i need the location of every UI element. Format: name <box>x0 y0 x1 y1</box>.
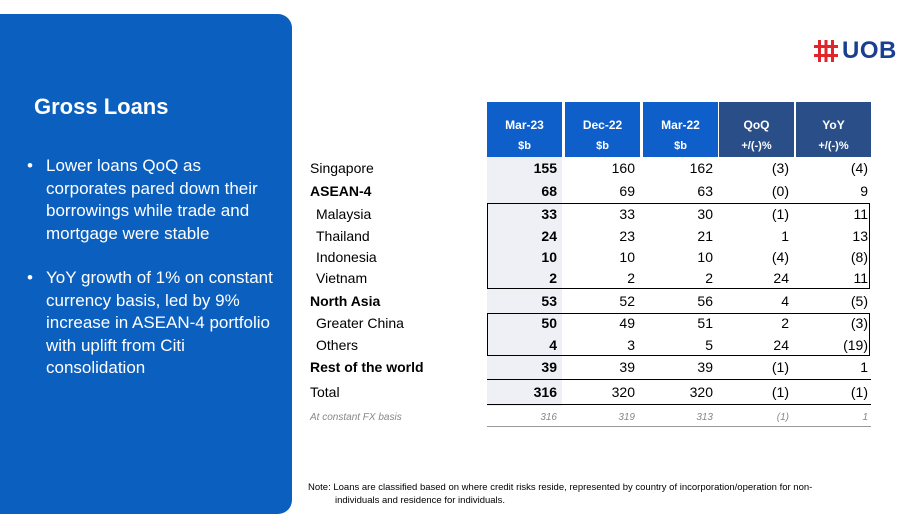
cell-mar-22: 10 <box>697 249 713 265</box>
bullet-text: YoY growth of 1% on constant currency basis, led by 9% increase in ASEAN-4 portfolio with uplift from Citi consolidation <box>46 268 273 377</box>
bullet-dot-icon: • <box>27 268 33 287</box>
table-row-asean-4 <box>310 181 871 201</box>
cell-yoy: (4) <box>850 160 868 176</box>
column-header-unit: +/(-)% <box>741 140 772 152</box>
footnote <box>308 482 888 507</box>
cell-qoq: 1 <box>781 228 789 244</box>
cell-mar-23: 33 <box>541 206 557 222</box>
cell-yoy: 11 <box>853 206 868 222</box>
cell-yoy: 13 <box>852 228 868 244</box>
column-header-mar-23 <box>487 102 562 157</box>
row-label: Singapore <box>310 160 374 176</box>
footnote-line: individuals and residence for individuals. <box>335 494 506 506</box>
cell-qoq: (1) <box>771 359 789 375</box>
column-header-label: YoY <box>822 118 845 132</box>
bullet-text: Lower loans QoQ as corporates pared down their borrowings while trade and mortgage were stable <box>46 156 258 243</box>
cell-mar-23: 24 <box>541 228 557 244</box>
cell-yoy: 9 <box>860 183 868 199</box>
cell-dec-22: 10 <box>619 249 635 265</box>
cell-mar-22: 30 <box>697 206 713 222</box>
column-header-label: Dec-22 <box>582 118 623 132</box>
row-label: Others <box>316 337 359 353</box>
cell-yoy: 11 <box>853 270 868 286</box>
cell-mar-23: 68 <box>541 183 557 199</box>
bullet-item <box>26 267 276 380</box>
cell-dec-22: 3 <box>627 337 635 353</box>
bullet-list <box>26 155 276 402</box>
cell-yoy: 1 <box>862 412 868 423</box>
cell-qoq: (0) <box>771 183 789 199</box>
cell-mar-23: 316 <box>540 412 557 423</box>
table-row-greater-china <box>310 313 871 333</box>
cell-mar-23: 155 <box>533 160 557 176</box>
cell-yoy: (3) <box>850 315 868 331</box>
cell-mar-23: 4 <box>549 337 557 353</box>
bullet-item <box>26 155 276 245</box>
cell-qoq: (3) <box>771 160 789 176</box>
row-label: Indonesia <box>316 249 377 265</box>
cell-qoq: 4 <box>781 293 789 309</box>
cell-dec-22: 39 <box>619 359 635 375</box>
cell-mar-22: 162 <box>689 160 713 176</box>
cell-dec-22: 2 <box>627 270 635 286</box>
table-row-indonesia <box>310 247 871 267</box>
cell-mar-23: 39 <box>541 359 557 375</box>
cell-mar-23: 10 <box>541 249 557 265</box>
table-row-malaysia <box>310 204 871 224</box>
cell-mar-22: 51 <box>697 315 713 331</box>
cell-mar-22: 39 <box>697 359 713 375</box>
cell-dec-22: 160 <box>611 160 635 176</box>
footnote-line: Note: Loans are classified based on where credit risks reside, represented by country of incorporation/operation for non- <box>308 482 813 493</box>
row-label: ASEAN-4 <box>310 183 372 199</box>
cell-yoy: (8) <box>850 249 868 265</box>
cell-qoq: 24 <box>773 270 789 286</box>
cell-mar-22: 63 <box>697 183 713 199</box>
cell-yoy: (5) <box>850 293 868 309</box>
table-row-rest-of-the-world <box>310 357 871 377</box>
cell-mar-23: 316 <box>533 384 557 400</box>
cell-yoy: 1 <box>860 359 868 375</box>
cell-qoq: (1) <box>776 412 789 423</box>
cell-mar-22: 320 <box>689 384 713 400</box>
table-row-others <box>310 335 871 355</box>
table-row-north-asia <box>310 291 871 311</box>
cell-mar-23: 53 <box>541 293 557 309</box>
column-header-unit: $b <box>674 140 687 152</box>
column-header-label: QoQ <box>743 118 770 132</box>
table-row-thailand <box>310 226 871 246</box>
cell-dec-22: 52 <box>619 293 635 309</box>
cell-qoq: (1) <box>771 384 789 400</box>
table-row-constant-fx <box>310 408 871 428</box>
cell-dec-22: 49 <box>619 315 635 331</box>
column-header-unit: $b <box>518 140 531 152</box>
cell-mar-23: 2 <box>549 270 557 286</box>
row-label: Rest of the world <box>310 359 424 375</box>
table-row-singapore <box>310 158 871 178</box>
row-label: Malaysia <box>316 206 372 222</box>
row-label: Vietnam <box>316 270 368 286</box>
summary-panel <box>0 14 292 514</box>
row-label: Total <box>310 384 340 400</box>
cell-dec-22: 69 <box>619 183 635 199</box>
cell-dec-22: 33 <box>619 206 635 222</box>
cell-yoy: (19) <box>843 337 868 353</box>
row-label: North Asia <box>310 293 381 309</box>
cell-dec-22: 319 <box>618 412 635 423</box>
uob-logo <box>814 36 902 66</box>
cell-mar-22: 313 <box>696 412 713 423</box>
row-label: Thailand <box>316 228 370 244</box>
column-header-unit: $b <box>596 140 609 152</box>
column-header-mar-22 <box>643 102 718 157</box>
cell-mar-22: 2 <box>705 270 713 286</box>
cell-mar-22: 21 <box>697 228 713 244</box>
panel-title: Gross Loans <box>34 94 169 119</box>
cell-qoq: 24 <box>773 337 789 353</box>
total-bottom-rule <box>487 404 871 405</box>
row-label: Greater China <box>316 315 404 331</box>
column-header-qoq <box>719 102 794 157</box>
column-header-unit: +/(-)% <box>818 140 849 152</box>
uob-logo-mark-icon <box>814 39 838 63</box>
column-header-yoy <box>796 102 871 157</box>
logo-text: UOB <box>842 37 897 64</box>
cell-qoq: (1) <box>771 206 789 222</box>
row-label: At constant FX basis <box>310 412 402 423</box>
cell-mar-23: 50 <box>541 315 557 331</box>
cell-dec-22: 23 <box>619 228 635 244</box>
cell-mar-22: 5 <box>705 337 713 353</box>
table-row-total <box>310 382 871 402</box>
cell-yoy: (1) <box>850 384 868 400</box>
table-row-vietnam <box>310 268 871 288</box>
cell-qoq: (4) <box>771 249 789 265</box>
cell-qoq: 2 <box>781 315 789 331</box>
cell-mar-22: 56 <box>697 293 713 309</box>
column-header-dec-22 <box>565 102 640 157</box>
cell-dec-22: 320 <box>611 384 635 400</box>
column-header-label: Mar-22 <box>661 118 700 132</box>
bullet-dot-icon: • <box>27 156 33 175</box>
column-header-label: Mar-23 <box>505 118 544 132</box>
total-top-rule <box>487 379 871 380</box>
